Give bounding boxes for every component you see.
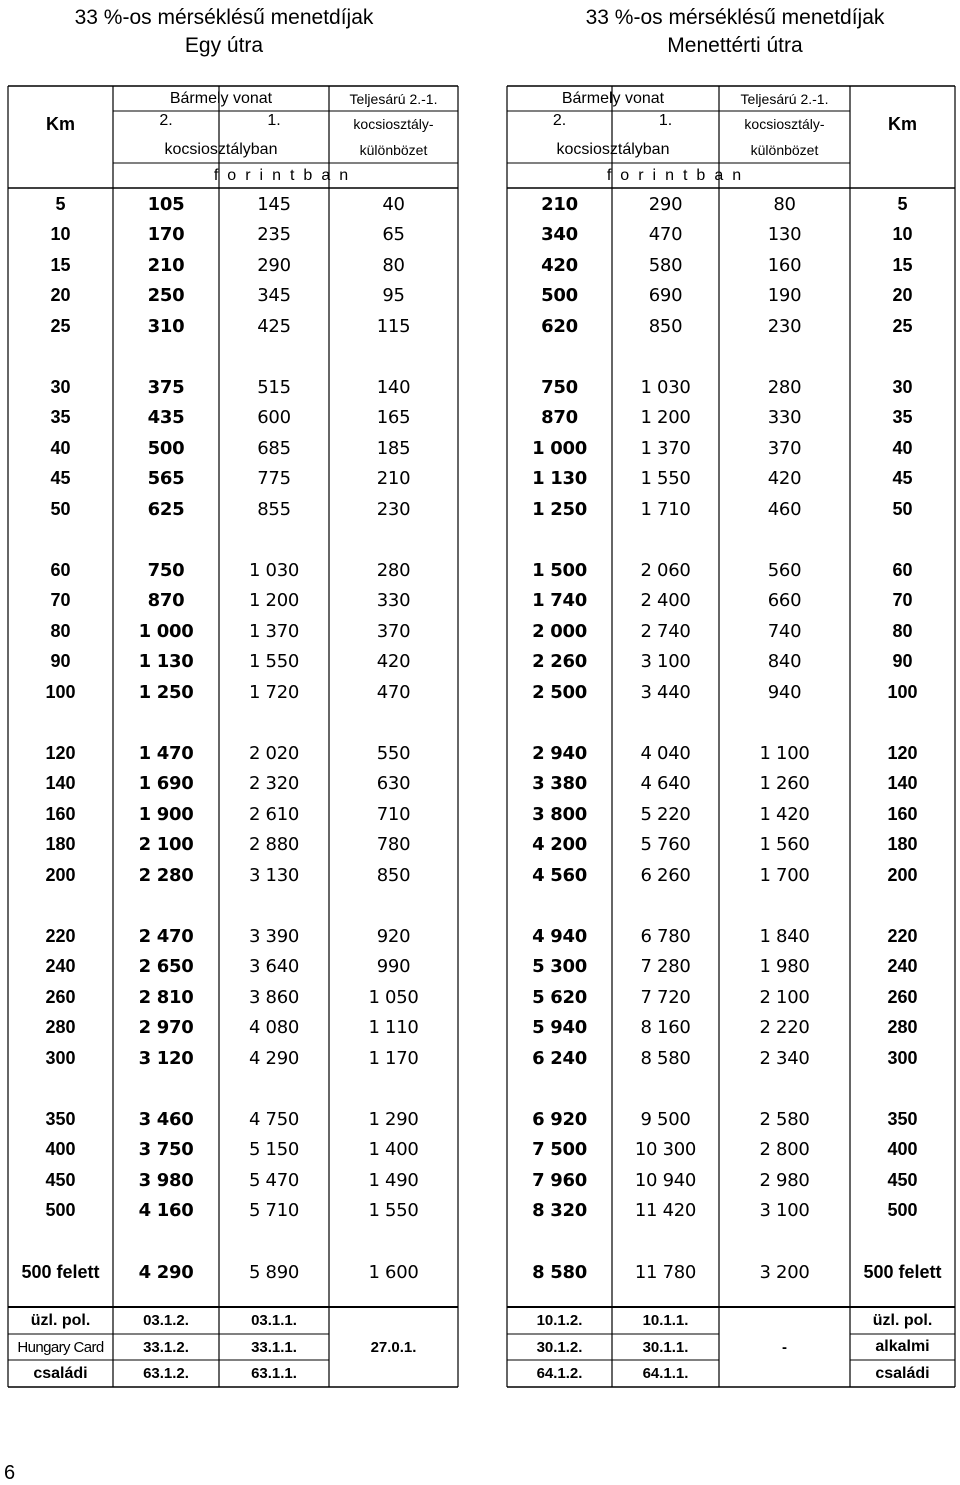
km-value: 160 xyxy=(45,803,76,824)
fare-cell: 1 420 xyxy=(759,803,810,825)
km-value: 50 xyxy=(50,498,71,519)
km-value: 50 xyxy=(892,498,913,519)
fare-cell: 140 xyxy=(376,376,411,398)
km-value: 80 xyxy=(892,620,913,641)
fare-cell: 1 720 xyxy=(248,681,300,703)
km-value: 70 xyxy=(892,590,913,611)
fare-cell: 4 040 xyxy=(640,742,691,764)
fare-cell: 5 470 xyxy=(248,1169,300,1191)
fare-cell: 3 200 xyxy=(759,1261,810,1283)
fare-cell: 1 550 xyxy=(368,1200,419,1222)
fare-cell: 710 xyxy=(376,803,411,825)
fare-cell: 750 xyxy=(147,559,185,581)
ticket-code: 63.1.2. xyxy=(143,1365,189,1382)
km-value: 200 xyxy=(887,864,918,885)
fare-cell: 250 xyxy=(147,285,185,307)
fare-cell: 5 150 xyxy=(248,1139,300,1161)
fare-cell: 625 xyxy=(147,498,185,520)
fare-cell: 3 980 xyxy=(138,1169,194,1191)
fare-cell: 5 710 xyxy=(248,1200,300,1222)
fare-cell: 4 290 xyxy=(138,1261,194,1283)
fare-cell: 370 xyxy=(767,437,802,459)
ticket-code: 63.1.1. xyxy=(251,1365,297,1382)
km-value: 500 xyxy=(45,1200,76,1221)
fare-cell: 580 xyxy=(648,254,683,276)
km-value: 240 xyxy=(45,956,76,977)
km-value: 140 xyxy=(887,773,918,794)
fare-cell: 190 xyxy=(767,285,802,307)
ticket-type-label: üzl. pol. xyxy=(30,1311,91,1329)
fare-cell: 4 080 xyxy=(248,1017,300,1039)
fare-cell: 1 710 xyxy=(640,498,691,520)
fare-cell: 290 xyxy=(257,254,291,276)
fare-cell: 330 xyxy=(376,590,411,612)
full-fare-header: Teljesárú 2.-1. xyxy=(740,90,829,107)
fare-cell: 1 700 xyxy=(759,864,810,886)
km-value: 60 xyxy=(50,559,71,580)
fare-cell: 1 980 xyxy=(759,956,810,978)
fare-cell: 40 xyxy=(382,193,405,215)
fare-cell: 130 xyxy=(767,224,802,246)
fare-cell: 1 840 xyxy=(759,925,810,947)
fare-cell: 145 xyxy=(257,193,291,215)
fare-cell: 8 580 xyxy=(532,1261,587,1283)
fare-cell: 280 xyxy=(376,559,411,581)
fare-cell: 2 000 xyxy=(532,620,587,642)
km-value: 60 xyxy=(892,559,913,580)
fare-cell: 310 xyxy=(147,315,185,337)
fare-cell: 3 460 xyxy=(138,1108,194,1130)
fare-cell: 370 xyxy=(376,620,411,642)
fare-cell: 3 800 xyxy=(532,803,587,825)
km-value: 350 xyxy=(887,1108,918,1129)
fare-cell: 7 960 xyxy=(532,1169,587,1191)
fare-cell: 3 130 xyxy=(248,864,300,886)
km-header: Km xyxy=(887,114,917,134)
fare-cell: 230 xyxy=(767,315,802,337)
difference-header: különbözet xyxy=(359,142,428,158)
fare-cell: 1 000 xyxy=(138,620,194,642)
km-value: 280 xyxy=(887,1017,918,1038)
km-value: 20 xyxy=(50,285,71,306)
ticket-type-label: alkalmi xyxy=(875,1338,930,1355)
fare-cell: 4 750 xyxy=(248,1108,300,1130)
km-value: 45 xyxy=(50,468,71,489)
km-value: 20 xyxy=(892,285,913,306)
fare-cell: 2 880 xyxy=(248,834,300,856)
forint-header: forintban xyxy=(606,166,751,184)
fare-cell: 740 xyxy=(767,620,802,642)
page-number: 6 xyxy=(4,1462,16,1484)
fare-cell: 7 280 xyxy=(640,956,691,978)
fare-cell: 2 970 xyxy=(138,1017,194,1039)
class2-header: 2. xyxy=(159,112,173,129)
ticket-code: 03.1.2. xyxy=(143,1312,189,1329)
fare-cell: 2 100 xyxy=(138,834,194,856)
ticket-code: 30.1.1. xyxy=(642,1338,689,1356)
fare-cell: 10 300 xyxy=(634,1139,697,1161)
fare-cell: 2 610 xyxy=(248,803,300,825)
title-left-line2: Egy útra xyxy=(184,34,264,57)
fare-cell: 1 200 xyxy=(248,590,300,612)
km-value: 350 xyxy=(45,1108,76,1129)
fare-cell: 1 550 xyxy=(248,651,300,673)
fare-cell: 6 780 xyxy=(640,925,691,947)
km-value: 240 xyxy=(887,956,918,977)
fare-cell: 420 xyxy=(767,468,802,490)
km-value: 450 xyxy=(887,1169,918,1190)
km-value: 25 xyxy=(892,315,913,336)
fare-cell: 230 xyxy=(376,498,411,520)
fare-cell: 2 810 xyxy=(138,986,194,1008)
km-value: 90 xyxy=(892,651,913,672)
fare-cell: 7 720 xyxy=(640,986,691,1008)
km-value: 40 xyxy=(892,437,913,458)
class-diff-header: kocsiosztály- xyxy=(744,116,825,132)
full-fare-header: Teljesárú 2.-1. xyxy=(349,90,438,107)
km-value: 30 xyxy=(892,376,913,397)
fare-cell: 330 xyxy=(767,407,802,429)
km-value: 90 xyxy=(50,651,71,672)
fare-cell: 4 160 xyxy=(138,1200,194,1222)
fare-cell: 3 640 xyxy=(248,956,300,978)
fare-cell: 6 260 xyxy=(640,864,691,886)
ticket-type-label: családi xyxy=(33,1364,88,1382)
fare-cell: 11 420 xyxy=(634,1200,697,1222)
fare-cell: 1 100 xyxy=(759,742,810,764)
fare-cell: 1 500 xyxy=(532,559,587,581)
km-value: 120 xyxy=(45,742,76,763)
km-value: 5 xyxy=(55,193,66,214)
fare-cell: 210 xyxy=(376,468,411,490)
fare-cell: 2 020 xyxy=(248,742,300,764)
fare-cell: 2 060 xyxy=(640,559,691,581)
fare-cell: 2 740 xyxy=(640,620,691,642)
km-value: 220 xyxy=(45,925,76,946)
ticket-code: 30.1.2. xyxy=(536,1338,583,1356)
fare-cell: 1 000 xyxy=(532,437,587,459)
fare-cell: 8 160 xyxy=(640,1017,691,1039)
fare-cell: 1 250 xyxy=(532,498,587,520)
title-right-line1: 33 %-os mérséklésű menetdíjak xyxy=(585,6,885,29)
class1-header: 1. xyxy=(658,112,673,129)
fare-cell: 80 xyxy=(773,193,796,215)
fare-cell: 185 xyxy=(376,437,411,459)
fare-cell: 7 500 xyxy=(532,1139,587,1161)
title-right-line2: Menettérti útra xyxy=(667,34,803,57)
in-class-header: kocsiosztályban xyxy=(556,141,670,158)
fare-cell: 420 xyxy=(541,254,578,276)
fare-cell: 1 030 xyxy=(640,376,691,398)
fare-cell: 3 380 xyxy=(532,773,587,795)
fare-cell: 2 980 xyxy=(759,1169,810,1191)
km-value: 220 xyxy=(887,925,918,946)
fare-cell: 2 650 xyxy=(138,956,194,978)
km-value: 400 xyxy=(887,1139,918,1160)
fare-cell: 210 xyxy=(541,193,578,215)
ticket-code: 33.1.1. xyxy=(251,1338,297,1356)
fare-cell: 115 xyxy=(376,315,411,337)
km-value: 70 xyxy=(50,590,71,611)
fare-cell: 500 xyxy=(541,285,578,307)
fare-cell: 620 xyxy=(541,315,578,337)
fare-cell: 630 xyxy=(376,773,411,795)
fare-cell: 2 280 xyxy=(138,864,194,886)
fare-cell: 105 xyxy=(147,193,185,215)
fare-cell: 5 760 xyxy=(640,834,691,856)
fare-cell: 1 550 xyxy=(640,468,691,490)
fare-cell: 1 370 xyxy=(248,620,300,642)
fare-cell: 560 xyxy=(767,559,802,581)
km-value: 35 xyxy=(892,407,913,428)
fare-cell: 685 xyxy=(257,437,291,459)
ticket-code: 64.1.1. xyxy=(642,1365,689,1382)
fare-cell: 420 xyxy=(376,651,411,673)
fare-cell: 95 xyxy=(382,285,405,307)
fare-cell: 850 xyxy=(648,315,683,337)
fare-cell: 8 320 xyxy=(532,1200,587,1222)
fare-cell: 5 940 xyxy=(532,1017,587,1039)
fare-cell: 6 240 xyxy=(532,1047,587,1069)
fare-cell: 690 xyxy=(648,285,683,307)
fare-cell: 500 xyxy=(147,437,185,459)
km-header: Km xyxy=(45,114,75,134)
fare-cell: 160 xyxy=(767,254,802,276)
fare-cell: 5 620 xyxy=(532,986,587,1008)
km-value: 280 xyxy=(45,1017,76,1038)
ticket-type-label: családi xyxy=(875,1364,930,1382)
km-value: 120 xyxy=(887,742,918,763)
fare-cell: 4 940 xyxy=(532,925,587,947)
fare-cell: 1 600 xyxy=(368,1261,419,1283)
fare-cell: 235 xyxy=(257,224,291,246)
fare-cell: 1 050 xyxy=(368,986,419,1008)
fare-cell: 2 400 xyxy=(640,590,691,612)
fare-cell: 550 xyxy=(376,742,411,764)
km-value: 200 xyxy=(45,864,76,885)
km-value: 10 xyxy=(892,224,913,245)
km-value: 500 felett xyxy=(21,1261,100,1282)
fare-cell: 340 xyxy=(541,224,578,246)
fare-cell: 1 490 xyxy=(368,1169,419,1191)
ticket-code: 10.1.1. xyxy=(642,1312,689,1329)
ticket-code: 64.1.2. xyxy=(536,1365,583,1382)
class-diff-header: kocsiosztály- xyxy=(353,116,434,132)
ticket-type-label: Hungary Card xyxy=(17,1338,104,1356)
fare-cell: 1 170 xyxy=(368,1047,419,1069)
fare-cell: 5 220 xyxy=(640,803,691,825)
km-value: 300 xyxy=(887,1047,918,1068)
km-value: 100 xyxy=(45,681,76,702)
fare-cell: 2 800 xyxy=(759,1139,810,1161)
any-train-header: Bármely vonat xyxy=(169,89,273,107)
fare-cell: 565 xyxy=(147,468,185,490)
fare-cell: 65 xyxy=(382,224,405,246)
fare-cell: 1 690 xyxy=(138,773,194,795)
fare-cell: 780 xyxy=(376,834,411,856)
km-value: 500 felett xyxy=(863,1261,942,1282)
fare-cell: 2 580 xyxy=(759,1108,810,1130)
km-value: 300 xyxy=(45,1047,76,1068)
difference-header: különbözet xyxy=(750,142,819,158)
fare-cell: 3 100 xyxy=(759,1200,810,1222)
fare-cell: 280 xyxy=(767,376,802,398)
km-value: 30 xyxy=(50,376,71,397)
km-value: 500 xyxy=(887,1200,918,1221)
fare-cell: 6 920 xyxy=(532,1108,587,1130)
km-value: 260 xyxy=(887,986,918,1007)
km-value: 80 xyxy=(50,620,71,641)
km-value: 35 xyxy=(50,407,71,428)
ticket-code: 10.1.2. xyxy=(536,1312,583,1329)
km-value: 40 xyxy=(50,437,71,458)
fare-cell: 4 290 xyxy=(248,1047,300,1069)
fare-cell: 2 340 xyxy=(759,1047,810,1069)
fare-cell: 3 860 xyxy=(248,986,300,1008)
km-value: 15 xyxy=(892,254,913,275)
fare-cell: 1 250 xyxy=(138,681,194,703)
fare-cell: 660 xyxy=(767,590,802,612)
km-value: 15 xyxy=(50,254,71,275)
fare-cell: 210 xyxy=(147,254,185,276)
fare-cell: 165 xyxy=(376,407,411,429)
km-value: 10 xyxy=(50,224,71,245)
fare-cell: 3 100 xyxy=(640,651,691,673)
ticket-code: 03.1.1. xyxy=(251,1312,297,1329)
fare-cell: 290 xyxy=(648,193,683,215)
fare-cell: 435 xyxy=(147,407,185,429)
fare-cell: 8 580 xyxy=(640,1047,691,1069)
fare-cell: 2 260 xyxy=(532,651,587,673)
km-value: 100 xyxy=(887,681,918,702)
fare-cell: 375 xyxy=(147,376,185,398)
fare-cell: 600 xyxy=(257,407,291,429)
fare-cell: 1 200 xyxy=(640,407,691,429)
fare-cell: 775 xyxy=(257,468,291,490)
fare-cell: 2 500 xyxy=(532,681,587,703)
fare-cell: 940 xyxy=(767,681,802,703)
fare-cell: 840 xyxy=(767,651,802,673)
ticket-code: 33.1.2. xyxy=(143,1338,189,1356)
fare-cell: 1 130 xyxy=(138,651,194,673)
fare-cell: 2 940 xyxy=(532,742,587,764)
km-value: 45 xyxy=(892,468,913,489)
fare-cell: 470 xyxy=(648,224,683,246)
ticket-code-diff: 27.0.1. xyxy=(370,1338,417,1356)
title-left-line1: 33 %-os mérséklésű menetdíjak xyxy=(74,6,374,29)
fare-cell: 425 xyxy=(257,315,291,337)
km-value: 160 xyxy=(887,803,918,824)
fare-cell: 3 440 xyxy=(640,681,691,703)
fare-cell: 80 xyxy=(382,254,405,276)
fare-cell: 4 640 xyxy=(640,773,691,795)
fare-cell: 1 130 xyxy=(532,468,587,490)
fare-cell: 1 110 xyxy=(368,1017,419,1039)
fare-cell: 5 890 xyxy=(248,1261,300,1283)
fare-cell: 3 750 xyxy=(138,1139,194,1161)
fare-cell: 870 xyxy=(541,407,578,429)
fare-cell: 920 xyxy=(376,925,411,947)
ticket-type-label: üzl. pol. xyxy=(872,1311,933,1329)
fare-cell: 2 320 xyxy=(248,773,300,795)
fare-cell: 5 300 xyxy=(532,956,587,978)
fare-cell: 1 470 xyxy=(138,742,194,764)
km-value: 25 xyxy=(50,315,71,336)
fare-cell: 870 xyxy=(147,590,185,612)
fare-cell: 1 030 xyxy=(248,559,300,581)
fare-cell: 4 560 xyxy=(532,864,587,886)
fare-cell: 470 xyxy=(376,681,411,703)
fare-cell: 2 220 xyxy=(759,1017,810,1039)
fare-cell: 11 780 xyxy=(634,1261,697,1283)
fare-cell: 345 xyxy=(257,285,291,307)
fare-cell: 9 500 xyxy=(640,1108,691,1130)
fare-cell: 1 900 xyxy=(138,803,194,825)
km-value: 260 xyxy=(45,986,76,1007)
forint-header: forintban xyxy=(213,166,358,184)
fare-cell: 1 290 xyxy=(368,1108,419,1130)
class1-header: 1. xyxy=(267,112,281,129)
fare-cell: 1 370 xyxy=(640,437,691,459)
fare-cell: 3 390 xyxy=(248,925,300,947)
class2-header: 2. xyxy=(552,112,567,129)
km-value: 180 xyxy=(45,834,76,855)
fare-cell: 850 xyxy=(376,864,411,886)
km-value: 450 xyxy=(45,1169,76,1190)
fare-cell: 990 xyxy=(376,956,411,978)
fare-cell: 1 400 xyxy=(368,1139,419,1161)
fare-cell: 4 200 xyxy=(532,834,587,856)
fare-cell: 515 xyxy=(257,376,291,398)
fare-cell: 1 560 xyxy=(759,834,810,856)
km-value: 5 xyxy=(897,193,908,214)
fare-cell: 460 xyxy=(767,498,802,520)
fare-cell: 10 940 xyxy=(634,1169,697,1191)
ticket-code-diff: - xyxy=(782,1338,787,1356)
fare-cell: 1 260 xyxy=(759,773,810,795)
fare-cell: 3 120 xyxy=(138,1047,194,1069)
km-value: 180 xyxy=(887,834,918,855)
fare-cell: 2 100 xyxy=(759,986,810,1008)
km-value: 140 xyxy=(45,773,76,794)
in-class-header: kocsiosztályban xyxy=(164,141,278,158)
any-train-header: Bármely vonat xyxy=(561,89,665,107)
km-value: 400 xyxy=(45,1139,76,1160)
fare-cell: 1 740 xyxy=(532,590,587,612)
fare-cell: 750 xyxy=(541,376,578,398)
fare-cell: 170 xyxy=(147,224,185,246)
fare-cell: 2 470 xyxy=(138,925,194,947)
fare-cell: 855 xyxy=(257,498,291,520)
